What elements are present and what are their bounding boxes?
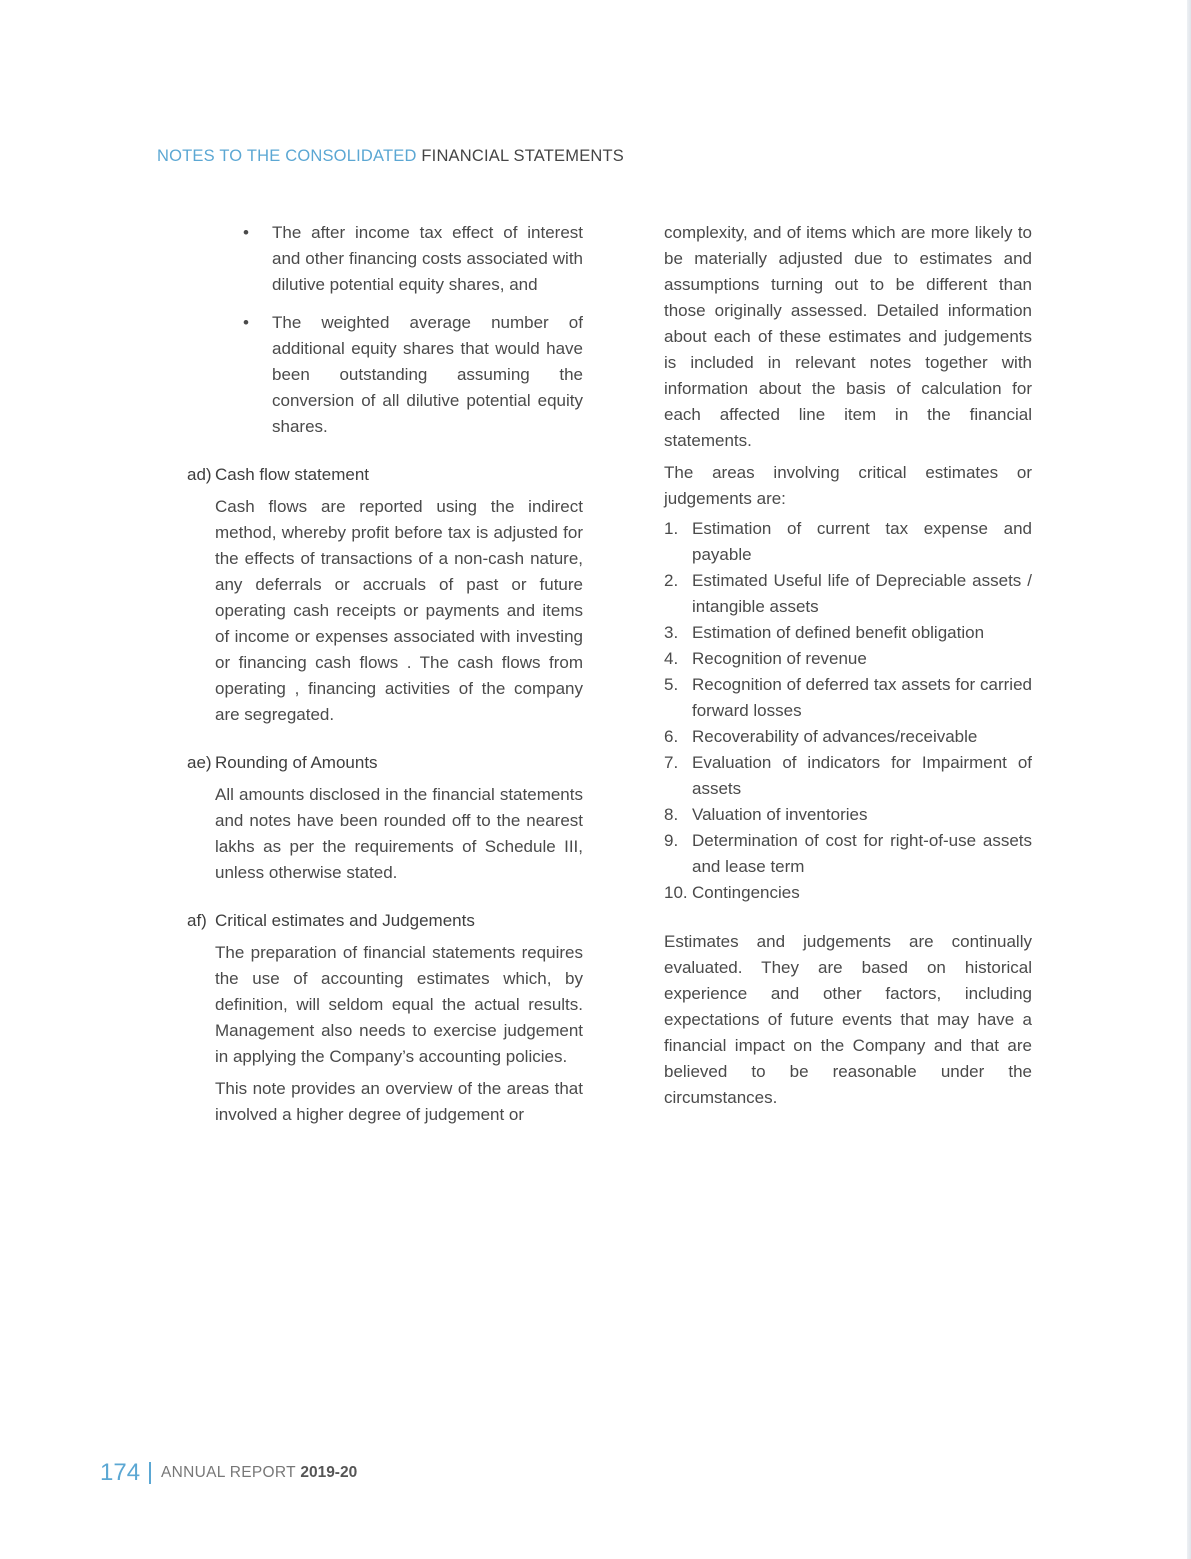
list-number: 8. — [664, 805, 679, 824]
header-title: FINANCIAL STATEMENTS — [421, 147, 625, 165]
list-text: Determination of cost for right-of-use assets and lease term — [692, 831, 1032, 876]
footer-divider — [149, 1462, 151, 1484]
list-text: Recognition of deferred tax assets for carried forward losses — [692, 675, 1032, 720]
list-text: Recognition of revenue — [692, 649, 867, 668]
section-rounding-of-amounts — [187, 750, 583, 886]
right-column — [664, 220, 1032, 1111]
list-item — [664, 620, 1032, 646]
bullet-text: The weighted average number of additional equity shares that would have been outstanding assuming the conversion of all dilutive potential equity shares. — [272, 313, 583, 436]
list-number: 5. — [664, 675, 679, 694]
list-number: 6. — [664, 727, 679, 746]
bullet-icon: • — [243, 313, 249, 332]
section-label: ad) — [187, 465, 212, 484]
list-text: Estimation of current tax expense and payable — [692, 519, 1032, 564]
header-highlight: NOTES TO THE CONSOLIDATED — [157, 147, 417, 165]
page-footer — [100, 1459, 357, 1487]
closing-paragraph: Estimates and judgements are continually evaluated. They are based on historical experience and other factors, including expectations of future events that may have a financial impact on the Company and that are believed to be reasonable under the circumstances. — [664, 932, 1032, 1107]
list-item — [664, 828, 1032, 880]
critical-areas-list — [664, 516, 1032, 906]
eps-bullet-list — [187, 220, 583, 440]
page-edge-strip — [1187, 0, 1191, 1559]
list-item — [664, 802, 1032, 828]
section-paragraph: All amounts disclosed in the financial statements and notes have been rounded off to the nearest lakhs as per the requirements of Schedule III, unless otherwise stated. — [215, 785, 583, 882]
continued-paragraph: complexity, and of items which are more likely to be materially adjusted due to estimates and assumptions turning out to be different than those originally assessed. Detailed information about each of these estimates and judgements is included in relevant notes together with information about the basis of calculation for each affected line item in the financial statements. — [664, 223, 1032, 450]
list-number: 4. — [664, 649, 679, 668]
list-item — [243, 220, 583, 298]
list-number: 1. — [664, 519, 679, 538]
report-label: ANNUAL REPORT — [161, 1464, 296, 1481]
list-number: 9. — [664, 831, 679, 850]
list-item — [664, 750, 1032, 802]
list-number: 7. — [664, 753, 679, 772]
list-text: Valuation of inventories — [692, 805, 868, 824]
section-label: af) — [187, 911, 207, 930]
list-item — [664, 568, 1032, 620]
list-item — [243, 310, 583, 440]
section-paragraph: Cash flows are reported using the indirect method, whereby profit before tax is adjusted for the effects of transactions of a non-cash nature, any deferrals or accruals of past or future operating cash receipts or payments and items of income or expenses associated with investing or financing cash flows . The cash flows from operating , financing activities of the company are segregated. — [215, 497, 583, 724]
left-column — [187, 220, 583, 1150]
list-text: Evaluation of indicators for Impairment of assets — [692, 753, 1032, 798]
bullet-text: The after income tax effect of interest and other financing costs associated with dilutive potential equity shares, and — [272, 223, 583, 294]
section-label: ae) — [187, 753, 212, 772]
section-heading — [187, 908, 583, 934]
section-critical-estimates — [187, 908, 583, 1128]
section-title: Rounding of Amounts — [215, 753, 378, 772]
list-number: 3. — [664, 623, 679, 642]
page-number: 174 — [100, 1459, 141, 1486]
list-text: Recoverability of advances/receivable — [692, 727, 978, 746]
section-heading — [187, 750, 583, 776]
section-paragraph: This note provides an overview of the areas that involved a higher degree of judgement or — [215, 1079, 583, 1124]
page-header — [157, 147, 624, 166]
report-year: 2019-20 — [300, 1464, 358, 1481]
section-heading — [187, 462, 583, 488]
areas-lead: The areas involving critical estimates or judgements are: — [664, 463, 1032, 508]
list-text: Contingencies — [692, 883, 800, 902]
list-number: 2. — [664, 571, 679, 590]
list-number: 10. — [664, 883, 688, 902]
section-paragraph: The preparation of financial statements requires the use of accounting estimates which, by definition, will seldom equal the actual results. Management also needs to exercise judgement in applying the Company’s accounting policies. — [215, 943, 583, 1066]
list-item — [664, 880, 1032, 906]
section-title: Cash flow statement — [215, 465, 370, 484]
section-cash-flow-statement — [187, 462, 583, 728]
list-text: Estimated Useful life of Depreciable assets / intangible assets — [692, 571, 1032, 616]
list-text: Estimation of defined benefit obligation — [692, 623, 985, 642]
section-title: Critical estimates and Judgements — [215, 911, 475, 930]
list-item — [664, 672, 1032, 724]
list-item — [664, 516, 1032, 568]
list-item — [664, 646, 1032, 672]
list-item — [664, 724, 1032, 750]
bullet-icon: • — [243, 223, 249, 242]
